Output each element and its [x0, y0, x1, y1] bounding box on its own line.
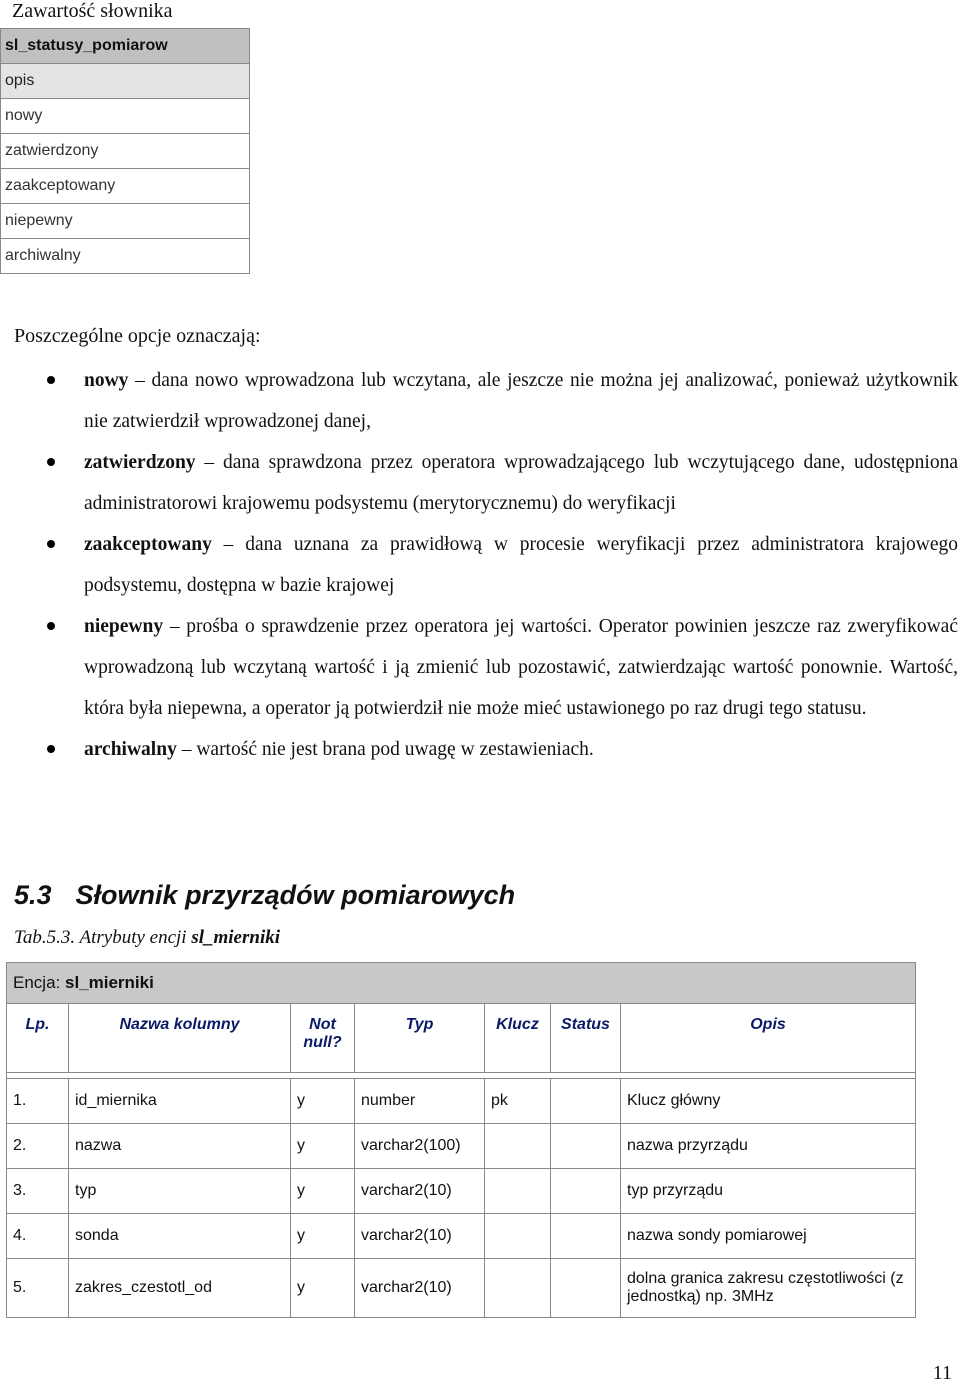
cell-status	[551, 1214, 621, 1259]
option-term: zaakceptowany	[84, 534, 212, 555]
cell-key	[485, 1259, 551, 1318]
cell-notnull: y	[291, 1214, 355, 1259]
caption-entity: sl_mierniki	[191, 927, 281, 948]
column-header-type: Typ	[355, 1004, 485, 1073]
dictionary-column-cell: opis	[1, 64, 250, 99]
cell-lp: 3.	[7, 1169, 69, 1214]
cell-lp: 2.	[7, 1124, 69, 1169]
column-header-desc: Opis	[621, 1004, 916, 1073]
table-row	[7, 1259, 916, 1318]
cell-status	[551, 1124, 621, 1169]
option-term: niepewny	[84, 616, 164, 637]
cell-lp: 5.	[7, 1259, 69, 1318]
option-item	[0, 360, 960, 442]
option-text: – dana sprawdzona przez operatora wprowadzającego lub wczytującego dane, udostępniona administratorowi krajowemu podsystemu (merytorycznemu) do weryfikacji	[84, 452, 958, 514]
bullet-icon	[47, 540, 55, 548]
option-term: nowy	[84, 370, 129, 391]
entity-name: sl_mierniki	[64, 973, 154, 992]
option-text: – prośba o sprawdzenie przez operatora jej wartości. Operator powinien jeszcze raz zweryfikować wprowadzoną lub wczytaną wartość i ją zmienić lub pozostawić, zatwierdzając wartość ponownie. Wartość, która była niepewna, a operator ją potwierdził nie może mieć ustawionego po raz drugi tego statusu.	[84, 616, 958, 719]
cell-desc: nazwa sondy pomiarowej	[621, 1214, 916, 1259]
section-title: Słownik przyrządów pomiarowych	[75, 880, 516, 910]
bullet-icon	[47, 376, 55, 384]
option-item	[0, 442, 960, 524]
column-header-lp: Lp.	[7, 1004, 69, 1073]
table-caption	[14, 927, 280, 949]
cell-desc: Klucz główny	[621, 1079, 916, 1124]
cell-notnull: y	[291, 1169, 355, 1214]
cell-key: pk	[485, 1079, 551, 1124]
cell-notnull: y	[291, 1124, 355, 1169]
cell-status	[551, 1169, 621, 1214]
option-text: – dana uznana za prawidłową w procesie weryfikacji przez administratora krajowego podsystemu, dostępna w bazie krajowej	[84, 534, 958, 596]
column-header-key: Klucz	[485, 1004, 551, 1073]
options-list	[0, 360, 960, 770]
dictionary-value-cell: archiwalny	[1, 239, 250, 274]
dictionary-name-cell: sl_statusy_pomiarow	[1, 29, 250, 64]
table-row	[7, 1079, 916, 1124]
cell-status	[551, 1079, 621, 1124]
page-number: 11	[932, 1362, 952, 1384]
cell-key	[485, 1214, 551, 1259]
cell-desc: nazwa przyrządu	[621, 1124, 916, 1169]
cell-name: id_miernika	[69, 1079, 291, 1124]
option-text: – wartość nie jest brana pod uwagę w zestawieniach.	[176, 739, 594, 760]
bullet-icon	[47, 745, 55, 753]
bullet-icon	[47, 622, 55, 630]
cell-type: varchar2(10)	[355, 1214, 485, 1259]
option-term: archiwalny	[84, 739, 177, 760]
cell-type: varchar2(10)	[355, 1169, 485, 1214]
cell-lp: 4.	[7, 1214, 69, 1259]
cell-name: sonda	[69, 1214, 291, 1259]
cell-status	[551, 1259, 621, 1318]
option-item	[0, 606, 960, 729]
cell-lp: 1.	[7, 1079, 69, 1124]
entity-header	[7, 963, 916, 1004]
bullet-icon	[47, 458, 55, 466]
option-item	[0, 524, 960, 606]
cell-type: varchar2(10)	[355, 1259, 485, 1318]
cell-name: nazwa	[69, 1124, 291, 1169]
caption-prefix: Tab.5.3. Atrybuty encji	[14, 927, 192, 948]
table-row	[7, 1169, 916, 1214]
cell-key	[485, 1124, 551, 1169]
table-row	[7, 1214, 916, 1259]
cell-name: zakres_czestotl_od	[69, 1259, 291, 1318]
dictionary-value-cell: zaakceptowany	[1, 169, 250, 204]
option-text: – dana nowo wprowadzona lub wczytana, ale jeszcze nie można jej analizować, ponieważ użytkownik nie zatwierdził wprowadzonej danej,	[84, 370, 958, 432]
column-header-name: Nazwa kolumny	[69, 1004, 291, 1073]
cell-desc: typ przyrządu	[621, 1169, 916, 1214]
page-heading: Zawartość słownika	[12, 0, 173, 22]
options-intro: Poszczególne opcje oznaczają:	[14, 325, 261, 347]
cell-notnull: y	[291, 1259, 355, 1318]
table-row	[7, 1124, 916, 1169]
attributes-table	[6, 962, 916, 1318]
column-header-status: Status	[551, 1004, 621, 1073]
column-header-notnull: Not null?	[291, 1004, 355, 1073]
dictionary-value-cell: nowy	[1, 99, 250, 134]
dictionary-table	[0, 28, 250, 274]
option-item	[0, 729, 960, 770]
cell-notnull: y	[291, 1079, 355, 1124]
section-heading	[14, 880, 515, 911]
cell-name: typ	[69, 1169, 291, 1214]
cell-desc: dolna granica zakresu częstotliwości (z jednostką) np. 3MHz	[621, 1259, 916, 1318]
cell-type: varchar2(100)	[355, 1124, 485, 1169]
section-number: 5.3	[14, 880, 52, 910]
option-term: zatwierdzony	[84, 452, 196, 473]
dictionary-value-cell: zatwierdzony	[1, 134, 250, 169]
dictionary-value-cell: niepewny	[1, 204, 250, 239]
entity-label: Encja:	[13, 973, 65, 992]
cell-key	[485, 1169, 551, 1214]
cell-type: number	[355, 1079, 485, 1124]
